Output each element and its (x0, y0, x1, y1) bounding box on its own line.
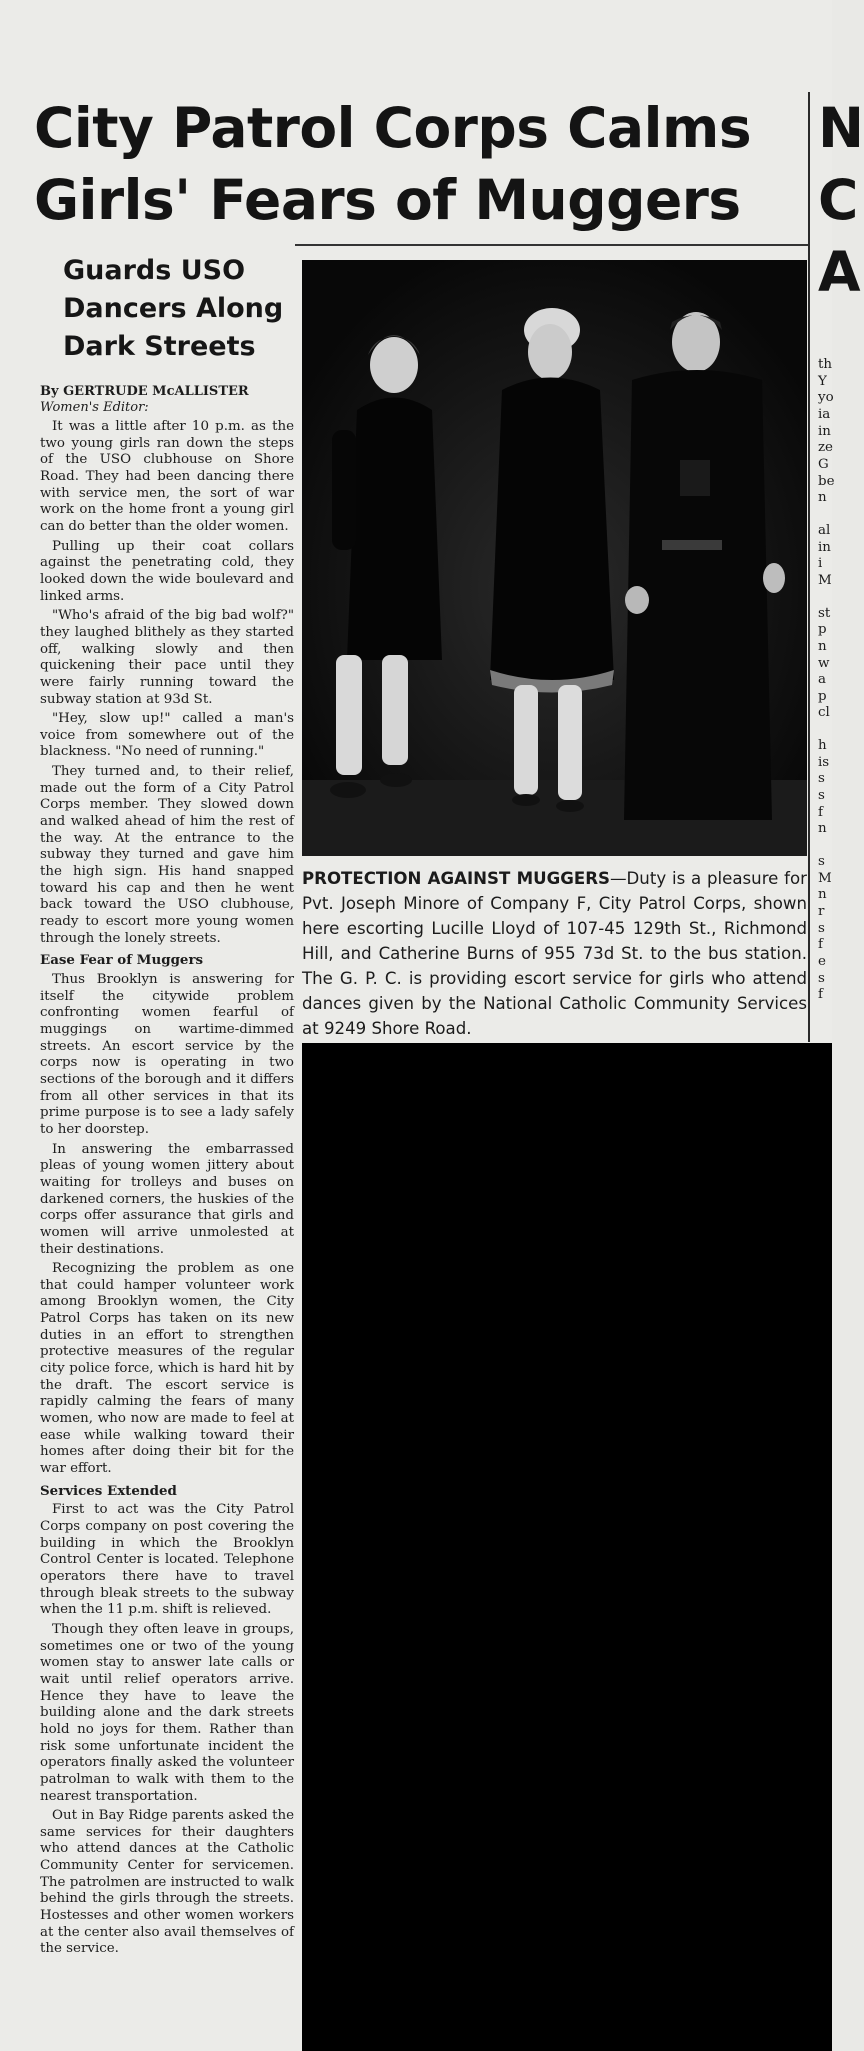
adjacent-text-fragment: be (818, 473, 835, 489)
adjacent-headline-fragment: A (818, 240, 861, 304)
adjacent-text-fragment: G (818, 456, 829, 472)
article-paragraph: It was a little after 10 p.m. as the two young girls ran down the steps of the USO clubhouse on Shore Road. They had been dancing there with service men, the sort of war work on the home front a young girl can do better than the older women. (40, 419, 294, 534)
subheadline-line-2: Dancers Along (63, 293, 284, 324)
adjacent-text-fragment: h (818, 738, 827, 754)
photo-caption (302, 866, 807, 1041)
adjacent-text-fragment: s (818, 771, 825, 787)
adjacent-text-fragment: Y (818, 373, 827, 389)
adjacent-text-fragment: M (818, 572, 832, 588)
adjacent-text-fragment: ze (818, 440, 833, 456)
article-paragraph: Thus Brooklyn is answering for itself the citywide problem confronting women fearful of muggings on wartime-dimmed streets. An escort service by the corps now is operating in two sections of the borough and it differs from all other services in that its prime purpose is to see a lady safely to her doorstep. (40, 972, 294, 1137)
section-rule (295, 244, 810, 246)
adjacent-text-fragment: st (818, 605, 831, 621)
adjacent-text-fragment: cl (818, 705, 830, 721)
caption-heading: PROTECTION AGAINST MUGGERS (302, 869, 610, 888)
adjacent-text-fragment: n (818, 638, 827, 654)
adjacent-text-fragment: n (818, 490, 827, 506)
adjacent-text-fragment: f (818, 987, 823, 1003)
adjacent-headline-fragments (818, 92, 864, 308)
adjacent-text-fragment (818, 507, 832, 523)
subheadline-line-3: Dark Streets (63, 331, 256, 362)
adjacent-text-fragment: s (818, 970, 825, 986)
adjacent-text-fragment: n (818, 887, 827, 903)
soldier-figure (624, 312, 785, 820)
adjacent-text-fragment: yo (818, 390, 834, 406)
black-image-area (302, 1043, 832, 2051)
adjacent-text-fragment: p (818, 622, 827, 638)
adjacent-text-fragment: al (818, 522, 831, 538)
adjacent-text-fragment: s (818, 920, 825, 936)
headline-line-1: City Patrol Corps Calms (34, 96, 752, 160)
article-paragraph: "Hey, slow up!" called a man's voice from somewhere out of the blackness. "No need of running." (40, 711, 294, 760)
adjacent-text-fragment: ia (818, 406, 831, 422)
article-paragraph: Out in Bay Ridge parents asked the same services for their daughters who attend dances at the Catholic Community Center for servicemen. The patrolmen are instructed to walk behind the girls through the streets. Hostesses and other women workers at the center also avail themselves of the service. (40, 1808, 294, 1957)
article-paragraph: Pulling up their coat collars against the penetrating cold, they looked down the wide boulevard and linked arms. (40, 538, 294, 604)
adjacent-text-fragment: in (818, 423, 831, 439)
article-paragraph: First to act was the City Patrol Corps company on post covering the building in which the Brooklyn Control Center is located. Telephone operators there have to travel through bleak streets to the subway when the 11 p.m. shift is relieved. (40, 1502, 294, 1618)
subheadline (63, 252, 303, 366)
adjacent-text-fragment: f (818, 804, 823, 820)
article-paragraph: In answering the embarrassed pleas of young women jittery about waiting for trolleys and buses on darkened corners, the huskies of the corps offer assurance that girls and women will arrive unmolested at their destinations. (40, 1141, 294, 1257)
adjacent-text-fragment (818, 590, 832, 606)
adjacent-text-fragment: s (818, 854, 825, 870)
adjacent-text-fragment: in (818, 539, 831, 555)
adjacent-text-fragment: e (818, 954, 826, 969)
adjacent-text-fragment (818, 722, 832, 738)
adjacent-headline-fragment: N (818, 96, 864, 160)
adjacent-text-fragments (818, 357, 835, 1004)
byline-author: By GERTRUDE McALLISTER (40, 384, 249, 399)
byline-title: Women's Editor: (40, 400, 149, 415)
column-divider (808, 92, 810, 1042)
headline-line-2: Girls' Fears of Muggers (34, 168, 741, 232)
article-paragraph: "Who's afraid of the big bad wolf?" they laughed blithely as they started off, walking slowly and then quickening their pace until they were fairly running toward the subway station at 93d St. (40, 608, 294, 707)
headline (34, 92, 764, 236)
adjacent-headline-fragment: C (818, 168, 859, 232)
article-body (40, 384, 294, 1961)
adjacent-text-fragment: is (818, 754, 830, 770)
adjacent-text-fragment: p (818, 688, 827, 704)
article-paragraph: They turned and, to their relief, made out the form of a City Patrol Corps member. They slowed down and walked ahead of him the rest of the way. At the entrance to the subway they turned and gave him the high sign. His hand snapped toward his cap and then he went back toward the USO clubhouse, ready to escort more young women through the lonely streets. (40, 764, 294, 946)
article-paragraph: Though they often leave in groups, sometimes one or two of the young women stay to answer late calls or wait until relief operators arrive. Hence they have to leave the building alone and the dark streets hold no joys for them. Rather than risk some unfortunate incident the operators finally asked the volunteer patrolman to walk with them to the nearest transportation. (40, 1621, 294, 1804)
adjacent-text-fragment (818, 838, 832, 854)
adjacent-text-fragment: i (818, 556, 823, 572)
adjacent-text-fragment: th (818, 357, 833, 372)
photo-illustration (302, 260, 807, 856)
adjacent-text-fragment: w (818, 655, 830, 671)
section-heading: Services Extended (40, 1482, 177, 1499)
adjacent-text-fragment: f (818, 937, 823, 953)
adjacent-text-fragment: a (818, 672, 826, 688)
caption-body: —Duty is a pleasure for Pvt. Joseph Minore of Company F, City Patrol Corps, shown here escorting Lucille Lloyd of 107-45 129th St., Richmond Hill, and Catherine Burns of 955 73d St. to the bus station. The G. P. C. is providing escort service for girls who attend dances given by the National Catholic Community Services at 9249 Shore Road. (302, 869, 807, 1038)
adjacent-text-fragment: M (818, 870, 832, 886)
subheadline-line-1: Guards USO (63, 255, 246, 286)
adjacent-text-fragment: r (818, 904, 825, 920)
section-heading: Ease Fear of Muggers (40, 952, 204, 969)
adjacent-column-edge (818, 0, 864, 1043)
adjacent-text-fragment: n (818, 821, 827, 837)
news-photo (302, 260, 807, 856)
adjacent-text-fragment: s (818, 788, 825, 804)
article-paragraph: Recognizing the problem as one that could hamper volunteer work among Brooklyn women, the City Patrol Corps has taken on its new duties in an effort to strengthen protective measures of the regular city police force, which is hard hit by the draft. The escort service is rapidly calming the fears of many women, who now are made to feel at ease while walking toward their homes after doing their bit for the war effort. (40, 1261, 294, 1477)
